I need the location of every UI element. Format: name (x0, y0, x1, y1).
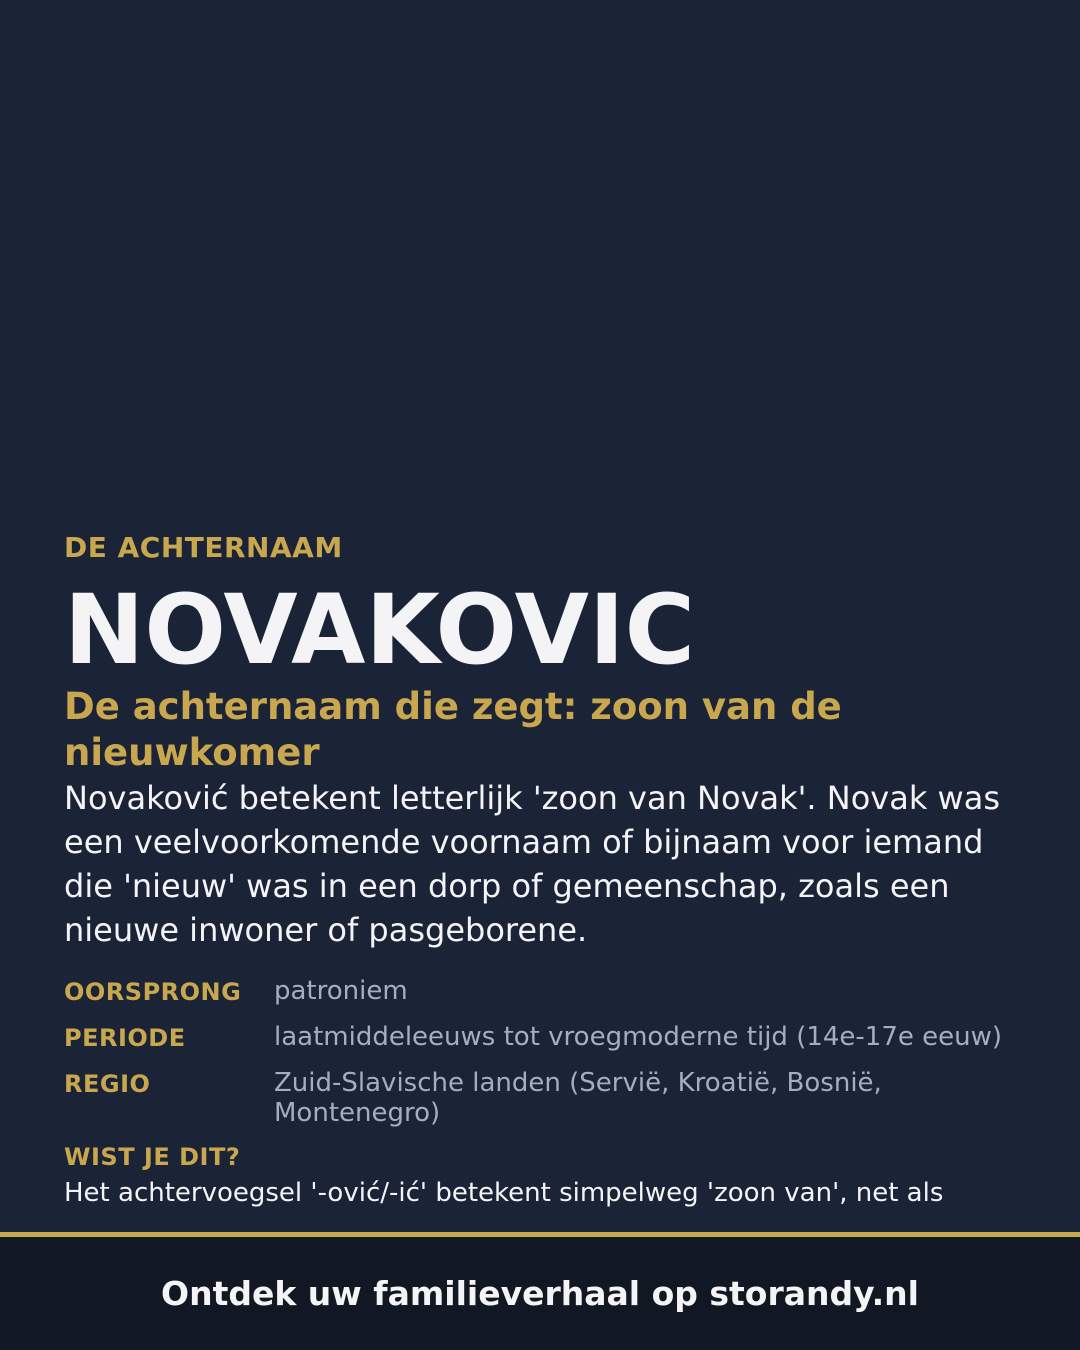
fact-label: OORSPRONG (64, 978, 242, 1006)
fact-label: PERIODE (64, 1024, 186, 1052)
fact-value: Zuid-Slavische landen (Servië, Kroatië, Bosnië, Montenegro) (274, 1068, 882, 1128)
did-you-know-label: WIST JE DIT? (64, 1143, 241, 1171)
surname-card (64, 532, 1016, 1232)
surname-description: Novaković betekent letterlijk 'zoon van Novak'. Novak was een veelvoorkomende voornaam of bijnaam voor iemand die 'nieuw' was in een dorp of gemeenschap, zoals een nieuwe inwoner of pasgeborene. (64, 779, 1000, 949)
did-you-know-text: Het achtervoegsel '-ović/-ić' betekent simpelweg 'zoon van', net als (64, 1178, 944, 1208)
footer-bar (0, 1237, 1080, 1350)
footer-cta: Ontdek uw familieverhaal op storandy.nl (161, 1273, 919, 1313)
surname-title: NOVAKOVIC (64, 574, 696, 686)
fact-row-oorsprong (64, 976, 1016, 1008)
fact-row-regio (64, 1068, 1016, 1128)
surname-tagline: De achternaam die zegt: zoon van de nieuwkomer (64, 685, 842, 774)
facts-list (64, 976, 1016, 1128)
fact-value: laatmiddeleeuws tot vroegmoderne tijd (14e-17e eeuw) (274, 1022, 1003, 1052)
fact-label: REGIO (64, 1070, 151, 1098)
fact-row-periode (64, 1022, 1016, 1054)
eyebrow-label: DE ACHTERNAAM (64, 532, 343, 564)
fact-value: patroniem (274, 976, 408, 1006)
